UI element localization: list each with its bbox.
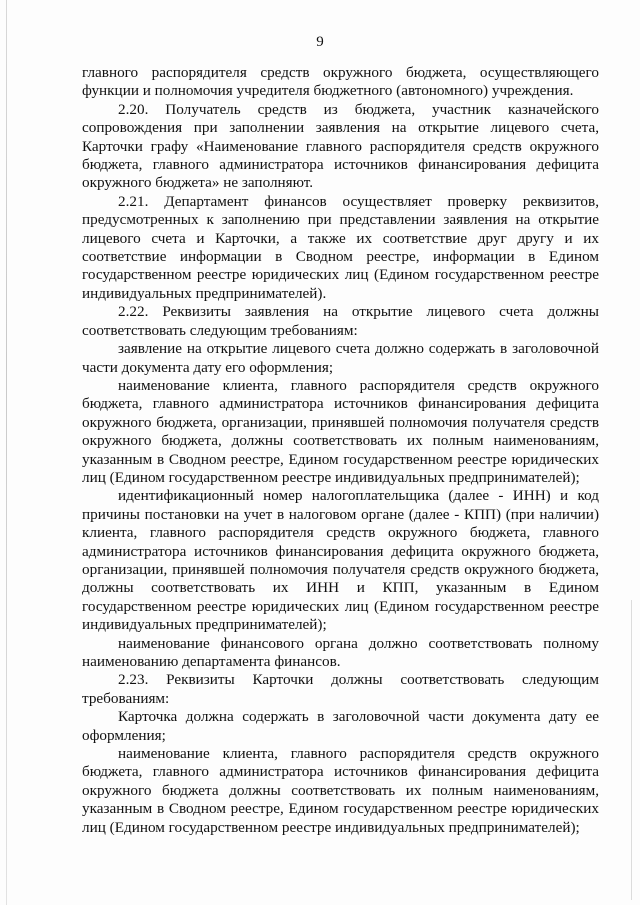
scan-edge-left [6, 0, 7, 905]
paragraph-2-23: 2.23. Реквизиты Карточки должны соответствовать следующим требованиям: [82, 671, 599, 707]
card-requirement-names: наименование клиента, главного распорядителя средств окружного бюджета, главного администратора источников финансирования дефицита окружного бюджета должны соответствовать их полным наименованиям, указанным в Сводном реестре, Едином государственном реестре юридических лиц (Едином государственном реестре индивидуальных предпринимателей); [82, 745, 599, 836]
page-number: 9 [316, 34, 324, 50]
requirement-names: наименование клиента, главного распорядителя средств окружного бюджета, главного администратора источников финансирования дефицита окружного бюджета, организации, принявшей полномочия получателя средств окружного бюджета, должны соответствовать их полным наименованиям, указанным в Сводном реестре, Едином государственном реестре юридических лиц (Едином государственном реестре индивидуальных предпринимателей); [82, 376, 599, 486]
paragraph-2-21: 2.21. Департамент финансов осуществляет проверку реквизитов, предусмотренных к заполнению при представлении заявления на открытие лицевого счета и Карточки, а также их соответствие друг другу и их соответствие информации в Сводном реестре, информации в Едином государственном реестре юридических лиц (Едином государственном реестре индивидуальных предпринимателей). [82, 192, 599, 302]
paragraph-2-22: 2.22. Реквизиты заявления на открытие лицевого счета должны соответствовать следующим требованиям: [82, 303, 599, 339]
document-body [82, 64, 599, 837]
requirement-inn-kpp: идентификационный номер налогоплательщика (далее - ИНН) и код причины постановки на учет в налоговом органе (далее - КПП) (при наличии) клиента, главного распорядителя средств окружного бюджета, главного администратора источников финансирования дефицита окружного бюджета, организации, принявшей полномочия получателя средств окружного бюджета, должны соответствовать их ИНН и КПП, указанным в Едином государственном реестре юридических лиц (Едином государственном реестре индивидуальных предпринимателей); [82, 487, 599, 634]
paragraph-continuation: главного распорядителя средств окружного бюджета, осуществляющего функции и полномочия учредителя бюджетного (автономного) учреждения. [82, 64, 599, 100]
requirement-date: заявление на открытие лицевого счета должно содержать в заголовочной части документа дату его оформления; [82, 340, 599, 376]
scan-edge-right [631, 600, 632, 900]
requirement-finance-body: наименование финансового органа должно соответствовать полному наименованию департамента финансов. [82, 634, 599, 670]
paragraph-2-20: 2.20. Получатель средств из бюджета, участник казначейского сопровождения при заполнении заявления на открытие лицевого счета, Карточки графу «Наименование главного распорядителя средств окружного бюджета, главного администратора источников финансирования дефицита окружного бюджета» не заполняют. [82, 100, 599, 192]
card-requirement-date: Карточка должна содержать в заголовочной части документа дату ее оформления; [82, 708, 599, 744]
